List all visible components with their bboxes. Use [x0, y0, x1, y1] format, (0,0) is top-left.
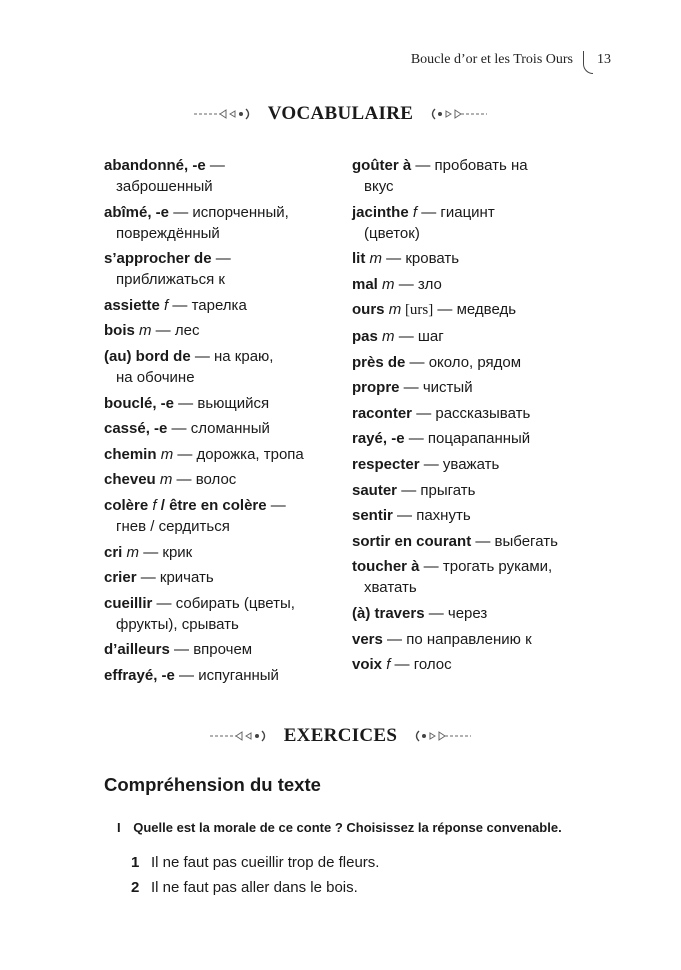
comprehension-heading: Compréhension du texte: [104, 774, 321, 795]
vocab-term: cueillir: [104, 594, 153, 612]
vocab-term: près de: [352, 353, 406, 371]
vocab-gender: f: [412, 203, 418, 221]
vocab-dash: —: [266, 496, 286, 514]
vocab-entry: [104, 155, 326, 197]
answer-list: [131, 850, 379, 900]
answer-number: 1: [131, 854, 140, 871]
vocab-entry: [352, 556, 580, 598]
vocab-entry: [104, 495, 326, 537]
vocab-translation: сломанный: [190, 420, 270, 438]
vocab-entry: [104, 639, 326, 660]
vocab-term: sauter: [352, 481, 398, 499]
vocab-translation: гиацинт: [440, 203, 495, 221]
page-header: [411, 48, 611, 71]
answer-item[interactable]: [131, 850, 379, 875]
vocab-dash: —: [152, 594, 176, 612]
vocab-dash: —: [433, 301, 457, 319]
vocab-dash: —: [419, 558, 443, 576]
vocab-entry: [104, 202, 326, 244]
vocab-dash: —: [211, 250, 231, 268]
vocab-gender: m: [369, 250, 383, 268]
answer-number: 2: [131, 879, 140, 896]
vocab-translation: выбегать: [494, 532, 558, 550]
vocab-gender: m: [159, 471, 173, 489]
vocab-translation: собирать (цветы,: [175, 594, 295, 612]
vocab-entry: [352, 428, 580, 449]
vocab-term: vers: [352, 630, 383, 648]
vocab-term: cheveu: [104, 471, 156, 489]
vocab-gender: m: [388, 301, 402, 319]
exercises-title: EXERCICES: [283, 725, 398, 746]
vocab-term: lit: [352, 250, 366, 268]
vocab-dash: —: [419, 455, 443, 473]
vocab-translation-continued: гнев / сердиться: [116, 517, 230, 535]
vocab-translation-continued: повреждённый: [116, 224, 220, 242]
vocab-translation: прыгать: [420, 481, 476, 499]
vocab-entry: [352, 326, 580, 347]
vocab-entry: [104, 418, 326, 439]
vocab-entry: [352, 629, 580, 650]
vocab-dash: —: [392, 507, 417, 525]
vocab-translation: крик: [162, 543, 193, 561]
vocab-entry: [352, 248, 580, 269]
vocab-gender: m: [126, 543, 140, 561]
vocab-dash: —: [411, 157, 435, 174]
vocab-translation: голос: [413, 656, 452, 674]
vocab-phonetic: [urs]: [401, 302, 434, 319]
vocab-term: abandonné, -e: [104, 157, 206, 174]
vocab-term: pas: [352, 327, 378, 345]
answer-item[interactable]: [131, 875, 379, 900]
vocab-dash: —: [172, 471, 196, 489]
vocabulary-title: VOCABULAIRE: [267, 103, 414, 124]
ornament-left-icon: [194, 107, 252, 121]
vocab-translation: дорожка, тропа: [196, 445, 304, 463]
vocab-entry: [352, 505, 580, 526]
vocab-translation: волос: [195, 471, 237, 489]
vocab-entry: [104, 567, 326, 588]
vocabulary-column-left: [104, 155, 326, 691]
vocab-translation-continued: фрукты), срывать: [116, 615, 239, 633]
vocab-translation: на краю,: [214, 347, 274, 365]
vocab-dash: —: [151, 322, 175, 340]
vocab-dash: —: [205, 157, 225, 174]
vocab-gender: f: [152, 496, 157, 514]
vocab-entry: [104, 248, 326, 290]
vocab-translation-continued: (цветок): [364, 224, 420, 242]
ornament-right-icon: [413, 729, 471, 743]
vocab-term: s’approcher de: [104, 250, 212, 268]
vocab-translation: пробовать на: [434, 157, 528, 174]
vocab-entry: [104, 393, 326, 414]
vocab-translation: рассказывать: [435, 404, 531, 422]
vocabulary-title-row: [0, 103, 681, 125]
answer-text: Il ne faut pas aller dans le bois.: [151, 879, 358, 896]
vocab-translation: около, рядом: [428, 353, 522, 371]
vocab-translation: шаг: [417, 327, 444, 345]
vocab-entry: [352, 155, 580, 197]
vocab-dash: —: [136, 569, 160, 587]
vocab-dash: —: [471, 532, 495, 550]
question: [117, 820, 562, 835]
vocab-term: toucher à: [352, 558, 420, 576]
vocab-entry: [352, 202, 580, 244]
vocab-dash: —: [169, 641, 194, 659]
vocab-term: bois: [104, 322, 135, 340]
vocab-entry: [104, 346, 326, 388]
vocab-translation-continued: вкус: [364, 178, 394, 195]
vocab-term: jacinthe: [352, 203, 409, 221]
vocab-term: respecter: [352, 455, 420, 473]
vocab-translation: уважать: [442, 455, 500, 473]
vocab-entry: [104, 665, 326, 686]
vocab-gender: f: [386, 656, 391, 674]
vocab-term: voix: [352, 656, 383, 674]
vocabulary-column-right: [352, 155, 580, 691]
vocab-translation: медведь: [456, 301, 517, 319]
vocab-dash: —: [417, 203, 441, 221]
vocab-translation-continued: приближаться к: [116, 271, 225, 289]
vocab-term: abîmé, -e: [104, 203, 170, 221]
vocab-term: goûter à: [352, 157, 412, 174]
vocab-term: propre: [352, 379, 400, 397]
vocab-entry: [352, 403, 580, 424]
vocab-dash: —: [424, 604, 448, 622]
vocab-translation: вьющийся: [197, 394, 270, 412]
vocab-term: chemin: [104, 445, 157, 463]
vocab-translation: зло: [417, 275, 442, 293]
vocab-term: crier: [104, 569, 137, 587]
vocab-translation: кричать: [159, 569, 214, 587]
vocab-dash: —: [412, 404, 436, 422]
vocab-term: effrayé, -e: [104, 666, 175, 684]
question-text: Quelle est la morale de ce conte ? Choisissez la réponse convenable.: [133, 820, 562, 835]
vocab-entry: [352, 299, 580, 321]
vocab-term: cri: [104, 543, 123, 561]
vocab-gender: m: [160, 445, 174, 463]
vocab-translation: чистый: [422, 379, 473, 397]
vocab-entry: [104, 320, 326, 341]
vocab-translation-continued: заброшенный: [116, 178, 213, 195]
vocab-term: (à) travers: [352, 604, 425, 622]
vocab-entry: [352, 480, 580, 501]
vocab-dash: —: [382, 630, 407, 648]
vocab-dash: —: [168, 296, 192, 314]
vocab-dash: —: [405, 353, 429, 371]
vocab-translation: кровать: [405, 250, 460, 268]
vocab-dash: —: [382, 250, 406, 268]
vocab-term: rayé, -e: [352, 430, 405, 448]
vocab-entry: [352, 377, 580, 398]
vocab-dash: —: [394, 327, 418, 345]
vocab-dash: —: [174, 394, 198, 412]
question-number: I: [117, 820, 121, 835]
vocab-term: assiette: [104, 296, 160, 314]
vocab-gender: f: [164, 296, 169, 314]
vocab-entry: [104, 593, 326, 635]
vocab-translation-continued: на обочине: [116, 368, 195, 386]
bracket-ornament: [583, 51, 593, 74]
vocab-entry: [352, 352, 580, 373]
vocab-term: être en colère: [169, 496, 267, 514]
vocab-translation: через: [447, 604, 488, 622]
vocab-entry: [352, 654, 580, 675]
vocabulary-list: [104, 155, 580, 691]
page-number: 13: [597, 51, 611, 67]
vocab-translation: по направлению к: [406, 630, 532, 648]
ornament-right-icon: [429, 107, 487, 121]
vocab-dash: —: [404, 430, 428, 448]
vocab-term: raconter: [352, 404, 413, 422]
vocab-translation: лес: [174, 322, 200, 340]
vocab-entry: [352, 274, 580, 295]
vocab-dash: —: [390, 656, 414, 674]
vocab-gender: m: [139, 322, 152, 340]
ornament-left-icon: [210, 729, 268, 743]
vocab-dash: —: [190, 347, 215, 365]
vocab-term: cassé, -e: [104, 420, 168, 438]
vocab-gender: m: [382, 275, 395, 293]
vocab-dash: —: [399, 379, 423, 397]
vocab-translation: впрочем: [193, 641, 253, 659]
vocab-dash: —: [174, 666, 199, 684]
vocab-entry: [352, 603, 580, 624]
vocab-entry: [352, 531, 580, 552]
vocab-dash: —: [173, 445, 197, 463]
vocab-gender: m: [382, 327, 395, 345]
running-title: Boucle d’or et les Trois Ours: [410, 51, 573, 67]
exercises-title-row: [0, 725, 681, 747]
answer-text: Il ne faut pas cueillir trop de fleurs.: [151, 854, 380, 871]
vocab-term: sentir: [352, 507, 393, 525]
vocab-separator: /: [156, 496, 170, 514]
vocab-term: mal: [352, 275, 378, 293]
vocab-translation: трогать руками,: [442, 558, 553, 576]
vocab-term: (au) bord de: [104, 347, 191, 365]
vocab-entry: [104, 542, 326, 563]
vocab-translation: поцарапанный: [427, 430, 531, 448]
vocab-entry: [104, 444, 326, 465]
vocab-translation: испорченный,: [192, 203, 289, 221]
vocab-translation: тарелка: [191, 296, 247, 314]
vocab-translation-continued: хватать: [364, 579, 417, 597]
vocab-entry: [352, 454, 580, 475]
vocab-dash: —: [394, 275, 418, 293]
vocab-translation: пахнуть: [416, 507, 471, 525]
vocab-dash: —: [167, 420, 191, 438]
vocab-dash: —: [169, 203, 193, 221]
vocab-term: colère: [104, 496, 149, 514]
vocab-translation: испуганный: [198, 666, 279, 684]
vocab-dash: —: [397, 481, 421, 499]
vocab-term: d’ailleurs: [104, 641, 170, 659]
vocab-term: bouclé, -e: [104, 394, 175, 412]
vocab-entry: [104, 295, 326, 316]
vocab-dash: —: [139, 543, 163, 561]
vocab-entry: [104, 469, 326, 490]
vocab-term: ours: [352, 301, 385, 319]
vocab-term: sortir en courant: [352, 532, 472, 550]
